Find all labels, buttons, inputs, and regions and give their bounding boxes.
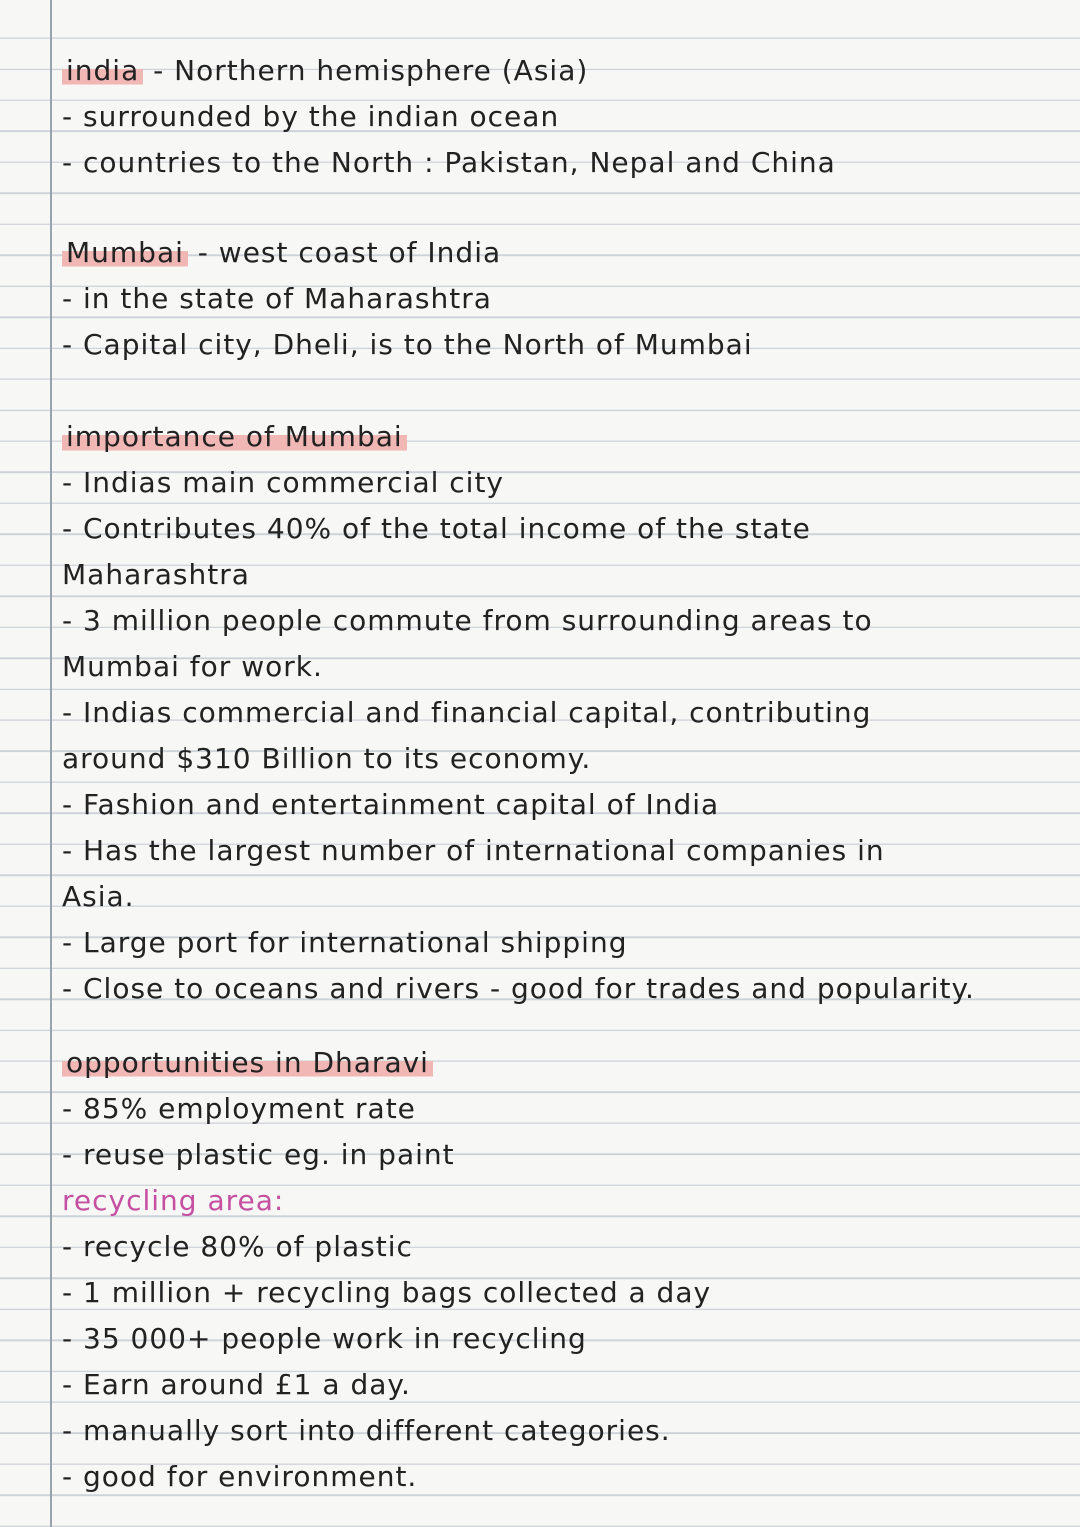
note-line: - recycle 80% of plastic — [62, 1230, 413, 1263]
note-line: - manually sort into different categories. — [62, 1414, 671, 1447]
note-line: - surrounded by the indian ocean — [62, 100, 560, 133]
note-line: - 3 million people commute from surrounding areas to — [62, 604, 873, 637]
note-line: - countries to the North : Pakistan, Nepal and China — [62, 146, 836, 179]
section-heading: Mumbai — [62, 236, 188, 269]
section-heading: india — [62, 54, 143, 87]
note-line: Asia. — [62, 880, 135, 913]
section-india — [62, 48, 1062, 186]
recycling-subheading: recycling area: — [62, 1184, 285, 1217]
note-line: - Indias commercial and financial capital, contributing — [62, 696, 872, 729]
section-title-line — [62, 48, 1062, 94]
note-line: Maharashtra — [62, 558, 250, 591]
note-line: - 85% employment rate — [62, 1092, 416, 1125]
section-opportunities-in-dharavi — [62, 1040, 1062, 1500]
note-line: - Has the largest number of international companies in — [62, 834, 885, 867]
note-line: - Close to oceans and rivers - good for trades and popularity. — [62, 972, 975, 1005]
note-line: - Fashion and entertainment capital of India — [62, 788, 720, 821]
note-line: - 1 million + recycling bags collected a day — [62, 1276, 712, 1309]
section-title-line — [62, 230, 1062, 276]
note-line: - good for environment. — [62, 1460, 418, 1493]
margin-line — [50, 0, 52, 1527]
section-importance-of-mumbai — [62, 414, 1062, 1012]
section-heading: importance of Mumbai — [62, 420, 407, 453]
note-line: - 35 000+ people work in recycling — [62, 1322, 587, 1355]
note-line: - in the state of Maharashtra — [62, 282, 492, 315]
section-heading-rest: - Northern hemisphere (Asia) — [143, 54, 589, 87]
note-line: - Large port for international shipping — [62, 926, 628, 959]
section-title-line — [62, 414, 1062, 460]
section-mumbai — [62, 230, 1062, 368]
note-line: - reuse plastic eg. in paint — [62, 1138, 455, 1171]
note-line: around $310 Billion to its economy. — [62, 742, 592, 775]
note-line: Mumbai for work. — [62, 650, 323, 683]
note-line: - Contributes 40% of the total income of the state — [62, 512, 811, 545]
note-line: - Capital city, Dheli, is to the North of Mumbai — [62, 328, 753, 361]
note-line: - Indias main commercial city — [62, 466, 504, 499]
section-title-line — [62, 1040, 1062, 1086]
section-heading-rest: - west coast of India — [187, 236, 502, 269]
section-heading: opportunities in Dharavi — [62, 1046, 433, 1079]
note-line: - Earn around £1 a day. — [62, 1368, 411, 1401]
